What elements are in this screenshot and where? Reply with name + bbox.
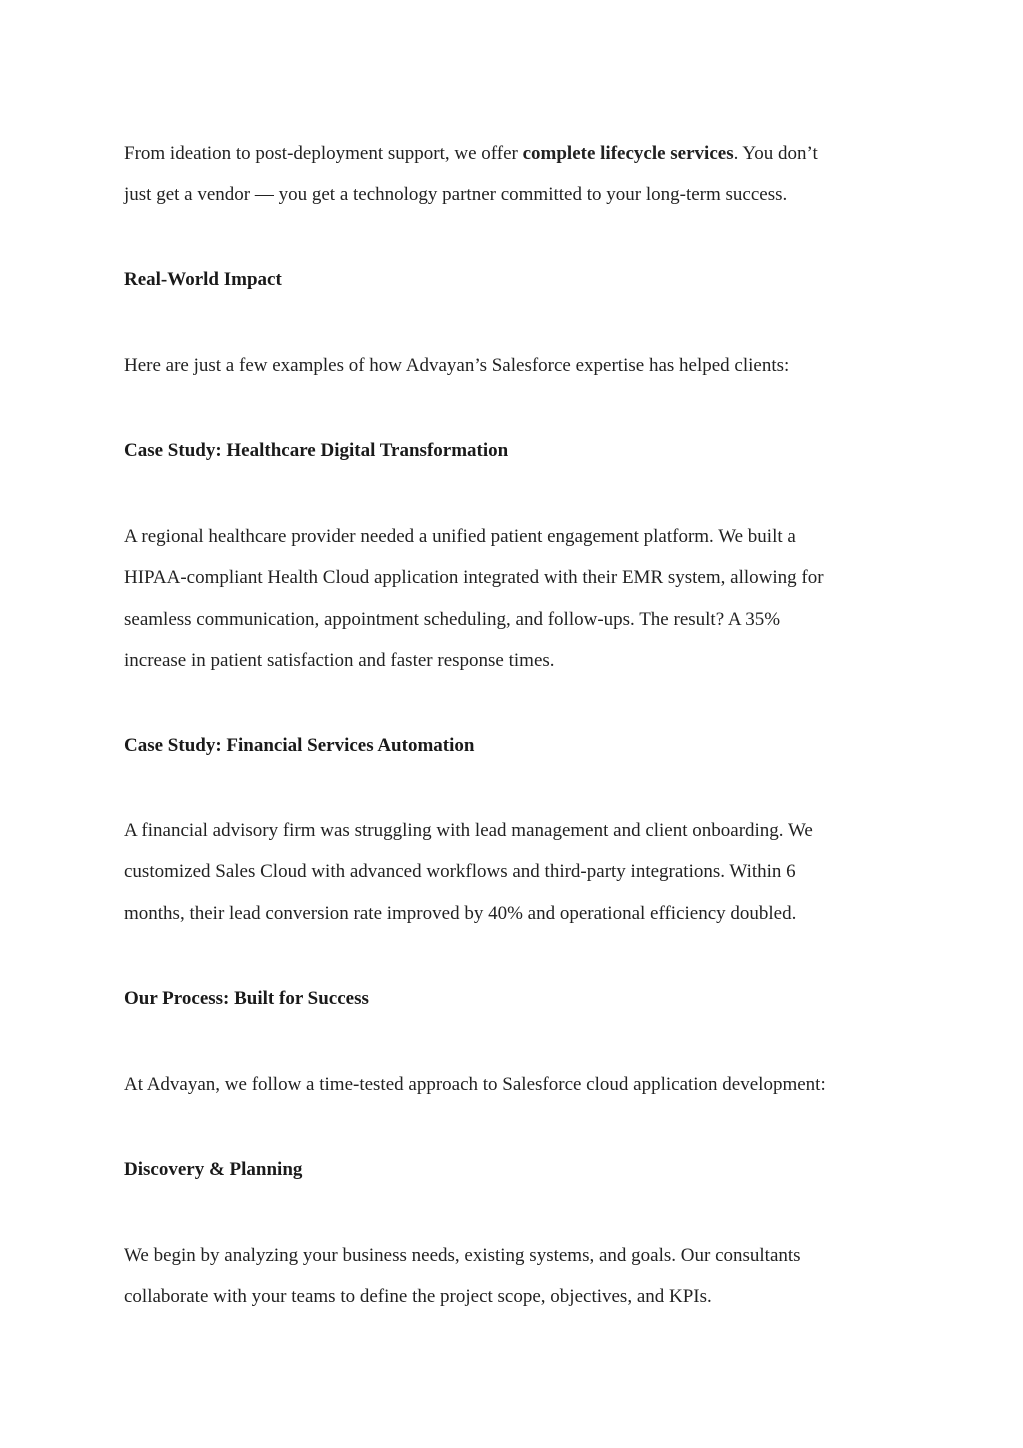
intro-bold-text: complete lifecycle services [522, 143, 734, 164]
intro-line-2: just get a vendor — you get a technology partner committed to your long-term success. [124, 184, 788, 206]
intro-paragraph [124, 133, 894, 216]
impact-heading-text: Real-World Impact [124, 269, 282, 290]
case-healthcare-heading [124, 430, 894, 471]
case-healthcare-paragraph [124, 516, 894, 681]
intro-line-1 [124, 133, 894, 174]
case-healthcare-line: increase in patient satisfaction and faster response times. [124, 649, 555, 671]
intro-text-after: . You don’t [733, 143, 818, 164]
case-healthcare-heading-text: Case Study: Healthcare Digital Transformation [124, 440, 509, 461]
impact-heading [124, 259, 894, 300]
case-financial-paragraph [124, 810, 894, 934]
discovery-paragraph [124, 1235, 894, 1318]
impact-intro [124, 345, 894, 386]
impact-intro-text: Here are just a few examples of how Advayan’s Salesforce expertise has helped clients: [124, 355, 790, 376]
case-healthcare-line: HIPAA-compliant Health Cloud application integrated with their EMR system, allowing for [124, 567, 824, 589]
process-heading-text: Our Process: Built for Success [124, 988, 369, 1009]
process-intro-text: At Advayan, we follow a time-tested approach to Salesforce cloud application development: [124, 1074, 826, 1095]
discovery-heading-text: Discovery & Planning [124, 1159, 303, 1180]
discovery-line: collaborate with your teams to define the project scope, objectives, and KPIs. [124, 1286, 712, 1308]
discovery-heading [124, 1149, 894, 1190]
case-financial-heading [124, 725, 894, 766]
intro-text-before: From ideation to post-deployment support, we offer [124, 143, 523, 164]
case-healthcare-line: seamless communication, appointment scheduling, and follow-ups. The result? A 35% [124, 608, 781, 630]
case-financial-line: A financial advisory firm was struggling with lead management and client onboarding. We [124, 820, 813, 841]
case-financial-line: customized Sales Cloud with advanced workflows and third-party integrations. Within 6 [124, 861, 796, 883]
process-heading [124, 978, 894, 1019]
case-financial-line: months, their lead conversion rate improved by 40% and operational efficiency doubled. [124, 902, 797, 924]
discovery-line: We begin by analyzing your business needs, existing systems, and goals. Our consultants [124, 1245, 801, 1266]
case-healthcare-line: A regional healthcare provider needed a unified patient engagement platform. We built a [124, 526, 796, 547]
case-financial-heading-text: Case Study: Financial Services Automation [124, 735, 475, 756]
process-intro [124, 1064, 894, 1105]
